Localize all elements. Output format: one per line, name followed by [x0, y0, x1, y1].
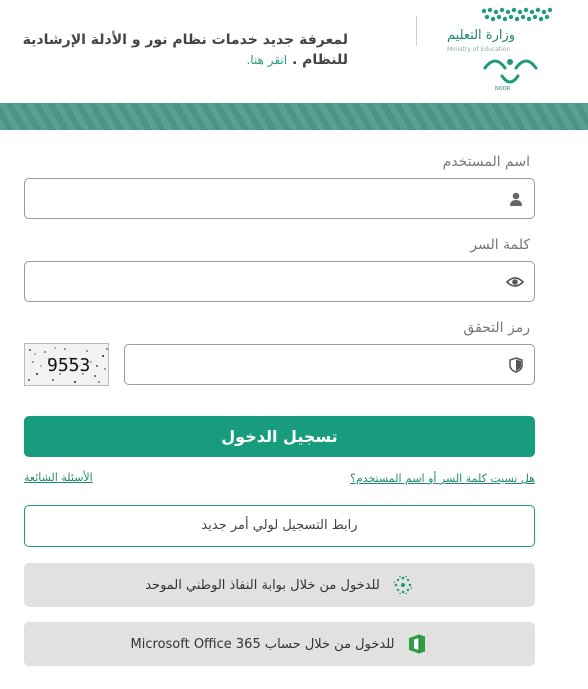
info-line-2-text: للنظام .: [291, 52, 348, 68]
nafath-login-inner: [24, 563, 535, 607]
nafath-login-label: للدخول من خلال بوابة النفاذ الوطني الموحد: [145, 577, 380, 593]
noor-label: NOOR: [495, 86, 511, 92]
captcha-image-text: 9553: [47, 355, 91, 376]
office365-login-inner: [24, 622, 535, 666]
captcha-field-wrap: [124, 344, 535, 385]
office365-icon: [406, 633, 428, 655]
captcha-label: رمز التحقق: [463, 320, 530, 336]
username-input[interactable]: [25, 179, 534, 218]
office365-login-button[interactable]: [24, 622, 535, 666]
info-line-1: لمعرفة جديد خدمات نظام نور و الأدلة الإرشادية: [22, 32, 348, 48]
captcha-input[interactable]: [125, 345, 534, 384]
password-label: كلمة السر: [470, 237, 530, 253]
captcha-image: [24, 343, 109, 386]
nafath-icon: [392, 574, 414, 596]
nafath-login-button[interactable]: [24, 563, 535, 607]
info-text: [8, 30, 348, 70]
decorative-band: [0, 103, 588, 130]
ministry-name-ar: وزارة التعليم: [447, 28, 516, 43]
password-field-wrap: [24, 261, 535, 302]
header: [0, 0, 588, 103]
info-click-here-link[interactable]: انقر هنا.: [246, 53, 288, 67]
eye-icon[interactable]: [506, 274, 524, 290]
office365-login-label: للدخول من خلال حساب Microsoft Office 365: [130, 636, 395, 652]
user-icon: [508, 191, 524, 207]
shield-icon: [508, 357, 524, 373]
guardian-register-button[interactable]: رابط التسجيل لولي أمر جديد: [24, 505, 535, 547]
password-input[interactable]: [25, 262, 534, 301]
info-line-2: [8, 50, 348, 70]
username-field-wrap: [24, 178, 535, 219]
login-button[interactable]: تسجيل الدخول: [24, 416, 535, 457]
faq-link[interactable]: الأسئلة الشائعة: [24, 471, 93, 484]
ministry-name-en: Ministry of Education: [447, 46, 511, 53]
forgot-credentials-link[interactable]: هل نسيت كلمة السر أو اسم المستخدم؟: [350, 472, 535, 485]
header-divider: [416, 16, 417, 46]
username-label: اسم المستخدم: [442, 154, 530, 170]
